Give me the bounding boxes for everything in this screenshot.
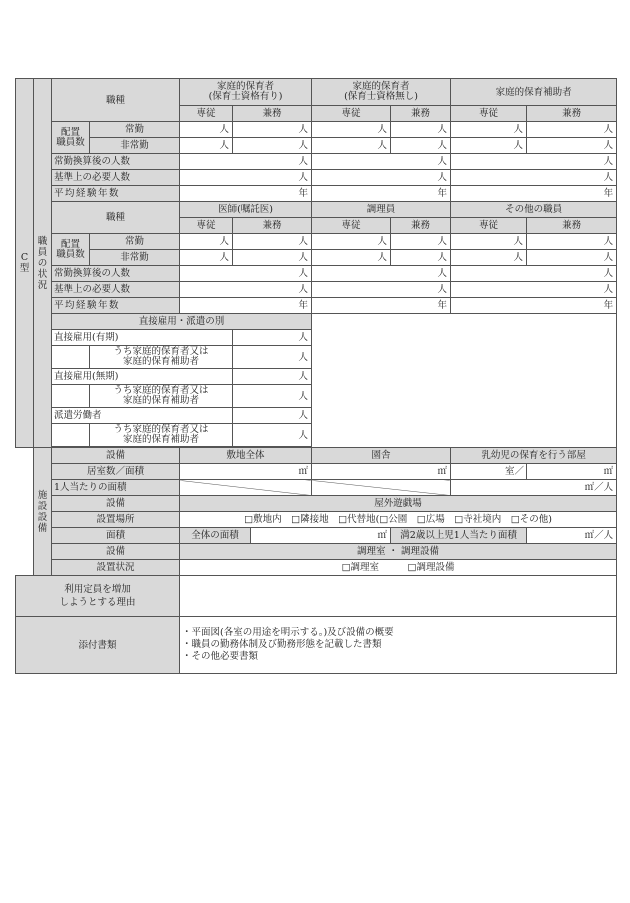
equipment-label: 設備 [52,544,180,560]
spacer [16,544,34,560]
count-field[interactable]: 人 [233,234,312,250]
col-assistant-header: 家庭的保育補助者 [451,79,617,106]
attachment-item: ・平面図(各室の用途を明示する。)及び設備の概要 [182,627,394,638]
count-field[interactable]: 人 [451,266,617,282]
count-field[interactable]: 人 [451,154,617,170]
dispatch-label: 派遣労働者 [52,408,233,424]
avg-years-label: 平均経験年数 [52,186,180,202]
area-label: 面積 [52,528,180,544]
na-cell [312,480,451,496]
per-child-2plus-label: 満2歳以上児1人当たり面積 [391,528,527,544]
count-field[interactable]: 人 [451,170,617,186]
count-field[interactable]: 人 [451,138,527,154]
parttime-header: 兼務 [527,106,617,122]
count-field[interactable]: 人 [527,250,617,266]
fulltime-header: 専従 [451,218,527,234]
years-field[interactable]: 年 [451,298,617,314]
equipment-label: 設備 [52,496,180,512]
parttime-header: 兼務 [391,218,451,234]
count-field[interactable]: 人 [391,234,451,250]
outdoor-header: 屋外遊戯場 [180,496,617,512]
assigned-count-label: 配置 職員数 [52,122,90,154]
na-cell [180,480,312,496]
years-field[interactable]: 年 [180,186,312,202]
count-field[interactable]: 人 [233,385,312,408]
group-label: C型 [16,79,34,448]
count-field[interactable]: 人 [233,408,312,424]
site-total-header: 敷地全体 [180,448,312,464]
count-field[interactable]: 人 [233,250,312,266]
total-area-label: 全体の面積 [180,528,251,544]
count-field[interactable]: 人 [527,122,617,138]
employment-header: 直接雇用・派遣の別 [52,314,312,330]
regular-label: 常勤 [90,122,180,138]
area-field[interactable]: ㎡ [527,464,617,480]
count-field[interactable]: 人 [312,250,391,266]
install-status-label: 設置状況 [52,560,180,576]
count-field[interactable]: 人 [451,122,527,138]
count-field[interactable]: 人 [312,154,451,170]
application-form-table [15,78,617,674]
count-field[interactable]: 人 [180,250,233,266]
count-field[interactable]: 人 [527,234,617,250]
count-field[interactable]: 人 [391,138,451,154]
count-field[interactable]: 人 [180,282,312,298]
attachments-list [180,617,617,674]
col-qualified-header: 家庭的保育者 (保育士資格有り) [180,79,312,106]
fulltime-header: 専従 [180,218,233,234]
fte-label: 常勤換算後の人数 [52,154,180,170]
fulltime-header: 専従 [312,218,391,234]
spacer [16,560,34,576]
years-field[interactable]: 年 [312,298,451,314]
count-field[interactable]: 人 [233,138,312,154]
area-field[interactable]: ㎡ [180,464,312,480]
count-field[interactable]: 人 [233,122,312,138]
of-which-label: うち家庭的保育者又は 家庭的保育補助者 [90,385,233,408]
count-field[interactable]: 人 [180,122,233,138]
count-field[interactable]: 人 [451,234,527,250]
area-field[interactable]: ㎡ [251,528,391,544]
attachment-item: ・その他必要書類 [182,651,259,662]
avg-years-label: 平均経験年数 [52,298,180,314]
count-field[interactable]: 人 [312,266,451,282]
count-field[interactable]: 人 [233,369,312,385]
direct-indef-label: 直接雇用(無期) [52,369,233,385]
years-field[interactable]: 年 [451,186,617,202]
rooms-area-label: 居室数／面積 [52,464,180,480]
count-field[interactable]: 人 [233,346,312,369]
indent-spacer [52,424,90,447]
col-doctor-header: 医師(嘱託医) [180,202,312,218]
spacer [16,448,34,464]
count-field[interactable]: 人 [180,154,312,170]
fulltime-header: 専従 [312,106,391,122]
years-field[interactable]: 年 [180,298,312,314]
job-type-header: 職種 [52,79,180,122]
count-field[interactable]: 人 [180,266,312,282]
count-field[interactable]: 人 [180,234,233,250]
col-unqualified-header: 家庭的保育者 (保育士資格無し) [312,79,451,106]
spacer [16,512,34,528]
fte-label: 常勤換算後の人数 [52,266,180,282]
job-type-header: 職種 [52,202,180,234]
count-field[interactable]: 人 [527,138,617,154]
nonregular-label: 非常勤 [90,138,180,154]
count-field[interactable]: 人 [451,250,527,266]
count-field[interactable]: 人 [312,170,451,186]
kitchen-header: 調理室 ・ 調理設備 [180,544,617,560]
fulltime-header: 専従 [451,106,527,122]
parttime-header: 兼務 [391,106,451,122]
reason-field[interactable] [180,576,617,617]
rooms-field[interactable]: 室／ [451,464,527,480]
location-label: 設置場所 [52,512,180,528]
col-other-header: その他の職員 [451,202,617,218]
count-field[interactable]: 人 [233,330,312,346]
parttime-header: 兼務 [233,218,312,234]
direct-fixed-label: 直接雇用(有期) [52,330,233,346]
col-cook-header: 調理員 [312,202,451,218]
spacer [16,496,34,512]
area-per-person-field[interactable]: ㎡／人 [451,480,617,496]
location-options[interactable]: □敷地内 □隣接地 □代替地(□公園 □広場 □寺社境内 □その他) [180,512,617,528]
spacer [16,480,34,496]
regular-label: 常勤 [90,234,180,250]
care-room-header: 乳幼児の保育を行う部屋 [451,448,617,464]
parttime-header: 兼務 [233,106,312,122]
count-field[interactable]: 人 [312,234,391,250]
years-field[interactable]: 年 [312,186,451,202]
area-field[interactable]: ㎡ [312,464,451,480]
parttime-header: 兼務 [527,218,617,234]
area-per-child-label: 1人当たりの面積 [52,480,180,496]
count-field[interactable]: 人 [391,250,451,266]
count-field[interactable]: 人 [391,122,451,138]
attachments-label: 添付書類 [16,617,180,674]
of-which-label: うち家庭的保育者又は 家庭的保育補助者 [90,424,233,447]
attachment-item: ・職員の勤務体制及び勤務形態を記載した書類 [182,639,382,650]
required-label: 基準上の必要人数 [52,170,180,186]
area-per-person-field[interactable]: ㎡／人 [527,528,617,544]
assigned-count-label: 配置 職員数 [52,234,90,266]
facility-section-label: 施設設備 [34,448,52,576]
fulltime-header: 専従 [180,106,233,122]
staff-section-label: 職員の状況 [34,79,52,448]
count-field[interactable]: 人 [180,170,312,186]
equipment-label: 設備 [52,448,180,464]
reason-label: 利用定員を増加 しようとする理由 [16,576,180,617]
required-label: 基準上の必要人数 [52,282,180,298]
nonregular-label: 非常勤 [90,250,180,266]
count-field[interactable]: 人 [312,122,391,138]
indent-spacer [52,346,90,369]
kitchen-options[interactable]: □調理室 □調理設備 [180,560,617,576]
count-field[interactable]: 人 [312,282,451,298]
indent-spacer [52,385,90,408]
count-field[interactable]: 人 [451,282,617,298]
count-field[interactable]: 人 [312,138,391,154]
spacer [16,528,34,544]
spacer [16,464,34,480]
count-field[interactable]: 人 [180,138,233,154]
blank-area [312,314,617,448]
of-which-label: うち家庭的保育者又は 家庭的保育補助者 [90,346,233,369]
count-field[interactable]: 人 [233,424,312,447]
building-header: 園舎 [312,448,451,464]
